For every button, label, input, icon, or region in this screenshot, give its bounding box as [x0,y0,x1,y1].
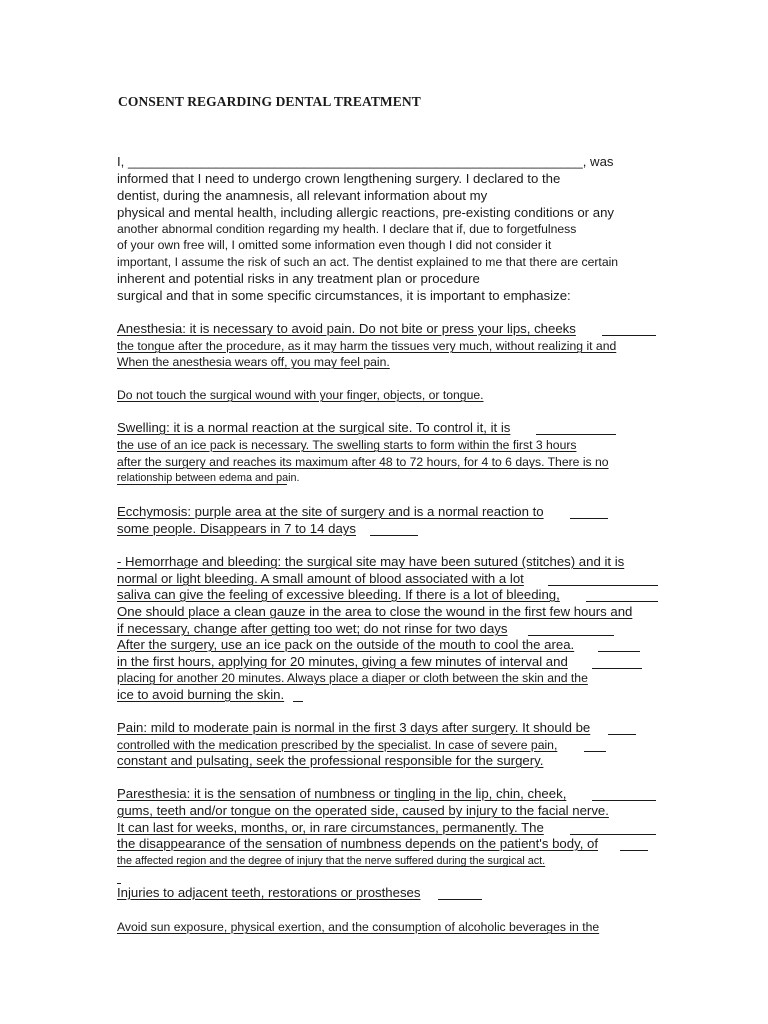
swelling-line: relationship between edema and pain. [117,472,300,484]
hemorrhage-line: - Hemorrhage and bleeding: the surgical site may have been sutured (stitches) and it is [117,554,625,569]
swelling-line: the use of an ice pack is necessary. The swelling starts to form within the first 3 hours [117,438,577,452]
document-title: CONSENT REGARDING DENTAL TREATMENT [118,94,421,109]
anesthesia-line: the tongue after the procedure, as it may harm the tissues very much, without realizing it and [117,339,617,353]
intro-line: surgical and that in some specific circumstances, it is important to emphasize: [117,288,571,303]
intro-line: important, I assume the risk of such an act. The dentist explained to me that there are certain [117,255,619,269]
hemorrhage-line: normal or light bleeding. A small amount of blood associated with a lot [117,571,524,586]
fill-rule [592,668,642,669]
intro-line: I, ______________________________________________________________, was [117,154,614,169]
fill-rule [117,883,121,884]
fill-rule [438,899,482,900]
ecchymosis-line: Ecchymosis: purple area at the site of surgery and is a normal reaction to [117,504,544,519]
paresthesia-line: Paresthesia: it is the sensation of numbness or tingling in the lip, chin, cheek, [117,786,567,801]
paresthesia-line: the affected region and the degree of injury that the nerve suffered during the surgical act. [117,855,546,867]
hemorrhage-line: placing for another 20 minutes. Always place a diaper or cloth between the skin and the [117,671,588,685]
fill-rule [570,834,656,835]
intro-line: physical and mental health, including allergic reactions, pre-existing conditions or any [117,205,615,220]
pain-line: Pain: mild to moderate pain is normal in the first 3 days after surgery. It should be [117,720,591,735]
fill-rule [592,800,656,801]
swelling-line: after the surgery and reaches its maximum after 48 to 72 hours, for 4 to 6 days. There is no [117,455,609,469]
fill-rule [117,484,287,485]
sun-line: Avoid sun exposure, physical exertion, and the consumption of alcoholic beverages in the [117,920,600,934]
hemorrhage-line: After the surgery, use an ice pack on the outside of the mouth to cool the area. [117,637,575,652]
hemorrhage-line: ice to avoid burning the skin. [117,687,285,702]
paresthesia-line: It can last for weeks, months, or, in rare circumstances, permanently. The [117,820,544,835]
anesthesia-line: When the anesthesia wears off, you may feel pain. [117,355,390,369]
injuries-line: Injuries to adjacent teeth, restorations or prostheses [117,885,421,900]
swelling-line: Swelling: it is a normal reaction at the surgical site. To control it, it is [117,420,511,435]
hemorrhage-line: One should place a clean gauze in the area to close the wound in the first few hours and [117,604,633,619]
fill-rule [570,518,608,519]
intro-line: of your own free will, I omitted some information even though I did not consider it [117,238,552,252]
intro-line: dentist, during the anamnesis, all relevant information about my [117,188,488,203]
fill-rule [370,535,418,536]
fill-rule [548,585,658,586]
fill-rule [536,434,616,435]
intro-line: inherent and potential risks in any treatment plan or procedure [117,271,480,286]
fill-rule [598,651,640,652]
fill-rule [602,335,656,336]
hemorrhage-line: if necessary, change after getting too wet; do not rinse for two days [117,621,508,636]
intro-line: another abnormal condition regarding my health. I declare that if, due to forgetfulness [117,222,577,236]
fill-rule [586,601,658,602]
paresthesia-line: gums, teeth and/or tongue on the operated side, caused by injury to the facial nerve. [117,803,609,818]
fill-rule [620,850,648,851]
paresthesia-line: the disappearance of the sensation of numbness depends on the patient's body, of [117,836,599,851]
fill-rule [584,751,606,752]
fill-rule [293,701,303,702]
fill-rule [528,635,614,636]
hemorrhage-line: in the first hours, applying for 20 minutes, giving a few minutes of interval and [117,654,568,669]
hemorrhage-line: saliva can give the feeling of excessive bleeding. If there is a lot of bleeding, [117,587,560,602]
intro-line: informed that I need to undergo crown lengthening surgery. I declared to the [117,171,561,186]
anesthesia-line: Anesthesia: it is necessary to avoid pain. Do not bite or press your lips, cheeks [117,321,576,336]
wound-line: Do not touch the surgical wound with your finger, objects, or tongue. [117,388,484,402]
pain-line: constant and pulsating, seek the professional responsible for the surgery. [117,753,544,768]
fill-rule [608,734,636,735]
ecchymosis-line: some people. Disappears in 7 to 14 days [117,521,356,536]
pain-line: controlled with the medication prescribed by the specialist. In case of severe pain, [117,738,558,752]
